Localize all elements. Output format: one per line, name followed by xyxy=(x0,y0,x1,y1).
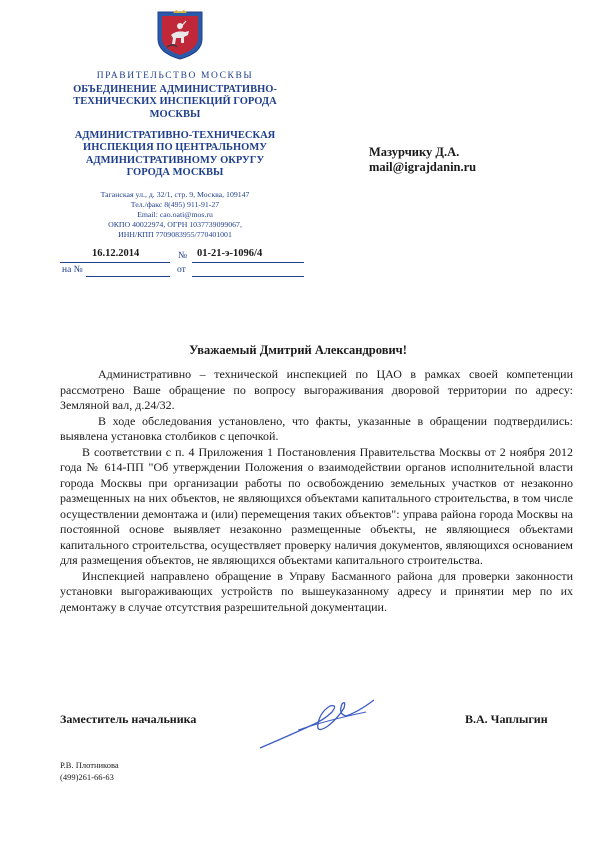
greeting: Уважаемый Дмитрий Александрович! xyxy=(189,343,407,357)
paragraph: Административно – технической инспекцией по ЦАО в рамках своей компетенции рассмотрено Ваше обращение по вопросу выгораживания дворовой территории по адресу: Земляной вал, д.24/32. xyxy=(60,367,573,412)
okpo-ogrn: ОКПО 40022974, ОГРН 1037739099067, xyxy=(108,220,242,229)
reference-date-label: от xyxy=(177,265,186,275)
signer-name: В.А. Чаплыгин xyxy=(465,712,548,726)
letter-body xyxy=(60,367,573,615)
paragraph: В ходе обследования установлено, что факты, указанные в обращении подтвердились: выявлена установка столбиков с цепочкой. xyxy=(60,413,573,443)
outgoing-date: 16.12.2014 xyxy=(92,248,140,259)
number-underline xyxy=(192,262,304,263)
paragraph: Инспекцией направлено обращение в Управу Басманного района для проверки законности установки выгораживающих устройств по вышеуказанному адресу и принятии мер по их демонтажу в случае отсутствия разрешительной документации. xyxy=(60,568,573,614)
reference-number-line xyxy=(86,276,170,277)
outgoing-number: 01-21-э-1096/4 xyxy=(197,248,263,259)
executor-block xyxy=(60,759,119,783)
phone-fax: Тел./факс 8(495) 911-91-27 xyxy=(130,200,220,209)
address: Таганская ул., д. 32/1, стр. 9, Москва, 109147 xyxy=(100,190,250,199)
number-sign: № xyxy=(178,251,188,261)
handwritten-signature-icon xyxy=(258,690,378,754)
recipient-name: Мазурчику Д.А. xyxy=(369,145,460,159)
paragraph: В соответствии с п. 4 Приложения 1 Постановления Правительства Москвы от 2 ноября 2012 года № 614-ПП "Об утверждении Положения о взаимодействии органов исполнительной власти города Москвы при организации работы по освобождению земельных участков от незаконно размещенных на них объектов, не являющихся объектами капитального строительства, в том числе осуществлении демонтажа и (или) перемещения таких объектов": управа района города Москвы на постоянной основе выявляет незаконно размещенные объекты, не являющиеся объектами капитального строительства, осуществляет проверку наличия документов, являющихся основанием для размещения объектов, не являющихся объектами капитального строительства. xyxy=(60,444,573,567)
recipient-block xyxy=(369,145,476,175)
reference-date-line xyxy=(192,276,304,277)
reference-number-label: на № xyxy=(62,265,83,275)
signer-title: Заместитель начальника xyxy=(60,712,197,726)
parent-organization-name: ОБЪЕДИНЕНИЕ АДМИНИСТРАТИВНО- ТЕХНИЧЕСКИХ ИНСПЕКЦИЙ ГОРОДА МОСКВЫ xyxy=(73,84,277,120)
inn-kpp: ИНН/КПП 7709083955/770401001 xyxy=(118,230,232,239)
moscow-coat-of-arms-icon xyxy=(153,9,207,61)
executor-phone: (499)261-66-63 xyxy=(60,772,114,782)
government-name: ПРАВИТЕЛЬСТВО МОСКВЫ xyxy=(96,71,254,81)
recipient-email: mail@igrajdanin.ru xyxy=(369,160,477,174)
email: Email: cao.oati@mos.ru xyxy=(137,210,213,219)
contact-block xyxy=(44,190,306,240)
inspection-unit-name: АДМИНИСТРАТИВНО-ТЕХНИЧЕСКАЯ ИНСПЕКЦИЯ ПО ЦЕНТРАЛЬНОМУ АДМИНИСТРАТИВНОМУ ОКРУГУ ГОРОДА МОСКВЫ xyxy=(74,130,276,179)
executor-name: Р.В. Плотникова xyxy=(60,760,119,770)
date-underline xyxy=(60,262,170,263)
